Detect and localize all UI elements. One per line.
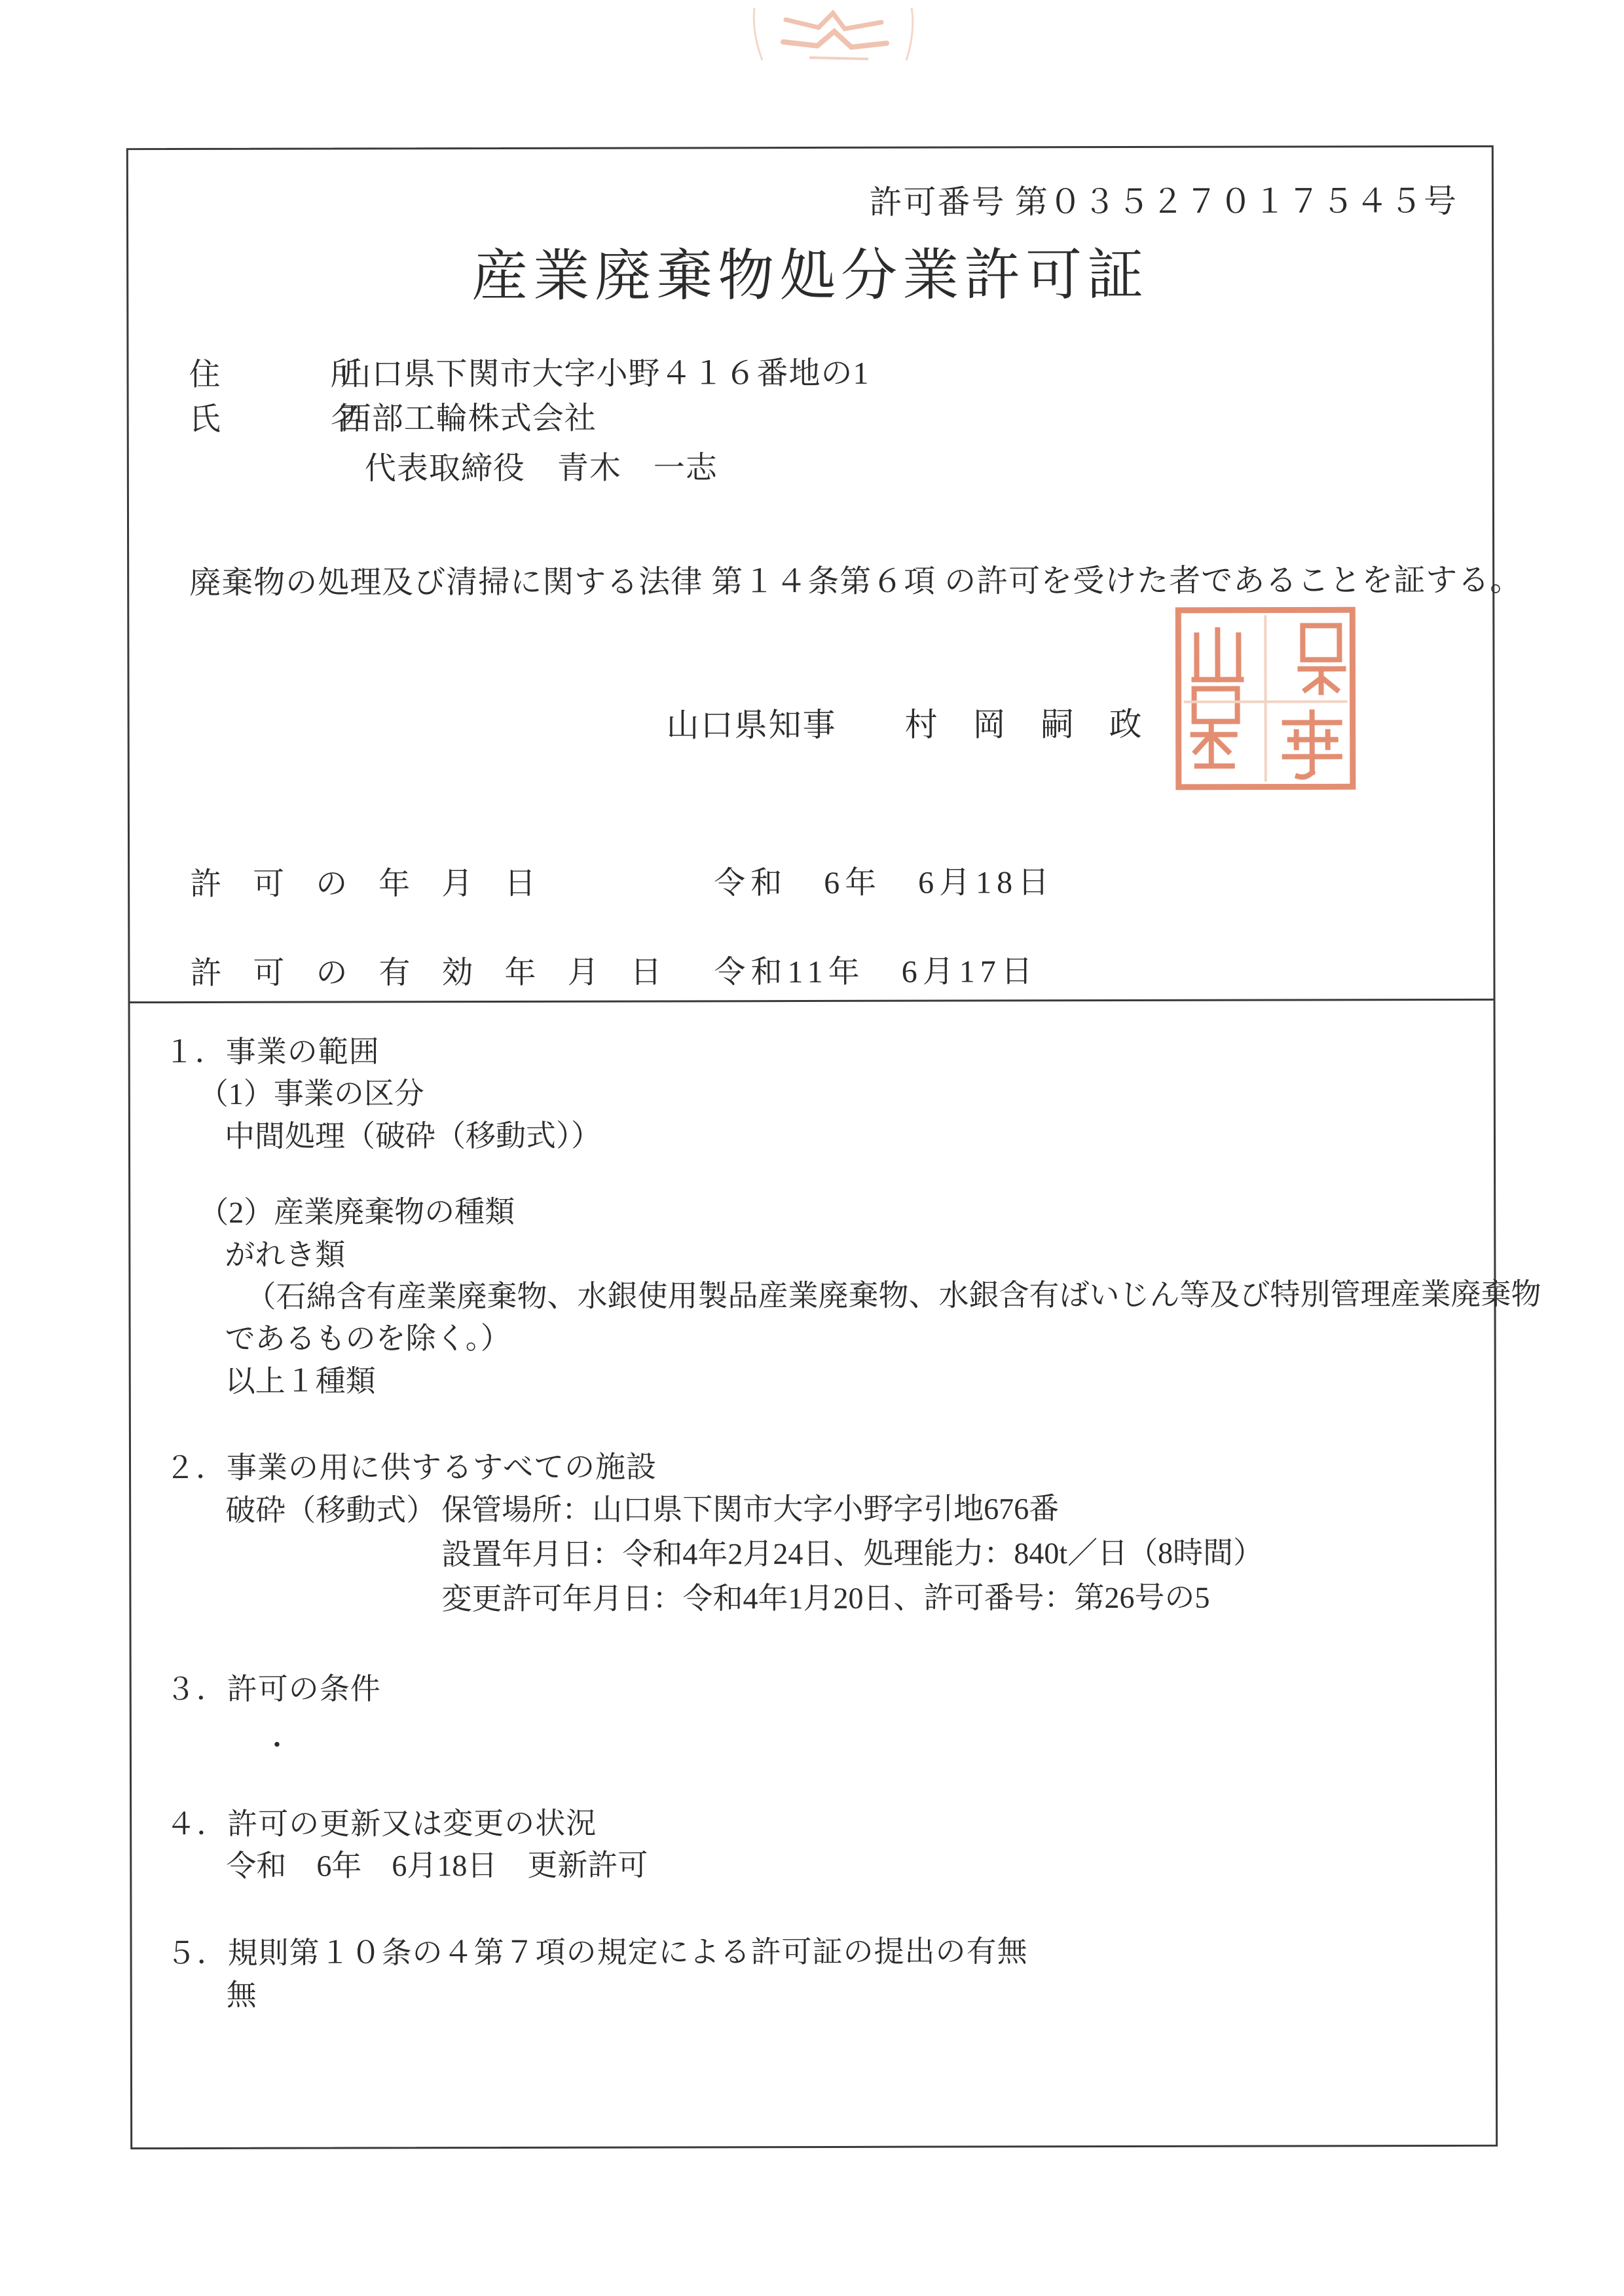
section-1-sub1-value: 中間処理（破砕（移動式）） — [224, 1119, 602, 1153]
facility-row — [165, 1487, 1468, 1623]
section-divider — [130, 999, 1494, 1003]
name-value: 西部工輪株式会社 — [339, 401, 597, 437]
section-3-heading: ３．許可の条件 — [165, 1672, 381, 1706]
section-1-business-scope — [164, 1029, 1541, 1403]
permit-date-value: 令和 6年 6月18日 — [714, 865, 1055, 901]
facility-installation: 設置年月日：令和4年2月24日、処理能力：840t／日（8時間） — [441, 1536, 1264, 1572]
section-1-sub1-heading: （1）事業の区分 — [198, 1077, 424, 1111]
section-5-submission-status — [166, 1930, 1469, 2017]
detail-body — [164, 1029, 1541, 2021]
section-5-value: 無 — [226, 1978, 257, 2012]
section-1-waste-type: がれき類 — [225, 1238, 346, 1272]
section-1-total: 以上１種類 — [225, 1364, 376, 1398]
expiry-date-value: 令和11年 6月17日 — [714, 954, 1038, 990]
facility-amendment: 変更許可年月日：令和4年1月20日、許可番号：第26号の5 — [441, 1581, 1210, 1616]
permit-date-label: 許 可 の 年 月 日 — [190, 866, 548, 902]
legal-statement: 廃棄物の処理及び清掃に関する法律 第１４条第６項 の許可を受けた者であることを証する。 — [189, 563, 1522, 601]
party-block — [189, 352, 869, 492]
address-label: 住 所 — [189, 357, 378, 392]
section-1-exclusion-line-2: であるものを除く。） — [225, 1322, 511, 1356]
address-value: 山口県下関市大字小野４１６番地の1 — [339, 356, 870, 392]
section-4-heading: ４．許可の更新又は変更の状況 — [166, 1806, 597, 1842]
facility-details — [441, 1487, 1263, 1623]
certificate-frame — [126, 145, 1541, 2149]
section-4-value: 令和 6年 6月18日 更新許可 — [226, 1848, 648, 1883]
name-row — [189, 396, 870, 442]
section-5-heading: ５．規則第１０条の４第７項の規定による許可証の提出の有無 — [166, 1935, 1028, 1970]
facility-storage-location: 保管場所：山口県下関市大字小野字引地676番 — [441, 1491, 1060, 1527]
permit-date-row — [190, 856, 1369, 904]
expiry-date-row — [190, 945, 1369, 993]
permit-number: 許可番号 第０３５２７０１７５４５号 — [869, 182, 1458, 221]
section-4-renewal-status — [166, 1801, 1469, 1888]
address-row — [189, 352, 869, 398]
page-title: 産業廃棄物処分業許可証 — [471, 243, 1149, 308]
governor-name: 山口県知事 村 岡 嗣 政 — [666, 705, 1143, 744]
representative-name: 代表取締役 青木 一志 — [364, 451, 718, 487]
scan-artifact-top-stamp — [747, 5, 923, 64]
section-1-heading: １．事業の範囲 — [164, 1035, 380, 1069]
section-1-sub2-heading: （2）産業廃棄物の種類 — [198, 1195, 515, 1230]
official-seal-stamp — [1174, 606, 1357, 791]
section-3-conditions — [166, 1666, 1469, 1760]
section-2-heading: ２．事業の用に供するすべての施設 — [164, 1450, 657, 1485]
section-3-value: ・ — [263, 1730, 290, 1760]
section-2-facilities — [165, 1445, 1469, 1624]
expiry-date-label: 許 可 の 有 効 年 月 日 — [190, 955, 674, 991]
section-1-exclusion-line-1: （石綿含有産業廃棄物、水銀使用製品産業廃棄物、水銀含有ばいじん等及び特別管理産業廃棄物 — [246, 1277, 1541, 1314]
name-label: 氏 名 — [189, 401, 378, 437]
facility-kind: 破砕（移動式） — [225, 1492, 437, 1527]
